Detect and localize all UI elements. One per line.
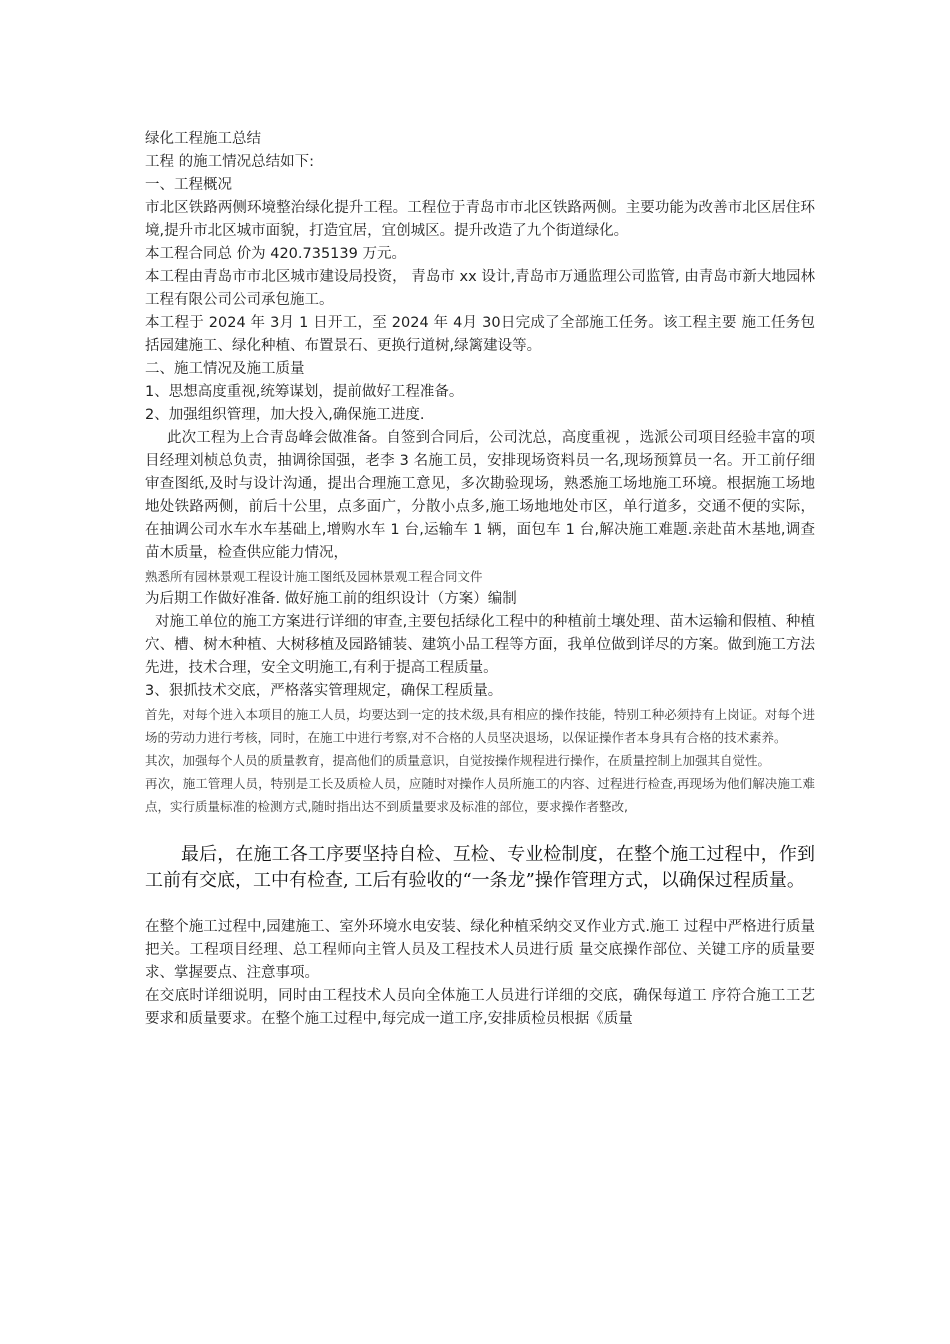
paragraph-drawings: 熟悉所有园林景观工程设计施工图纸及园林景观工程合同文件 [145, 569, 483, 584]
section-heading-construction: 二、施工情况及施工质量 [145, 361, 305, 377]
intro-line: 工程 的施工情况总结如下: [145, 154, 314, 170]
paragraph-parties: 本工程由青岛市市北区城市建设局投资， 青岛市 xx 设计,青岛市万通监理公司监管, 由青岛市新大地园林工程有限公司公司承包施工。 [145, 269, 815, 308]
subheading-3: 3、狠抓技术交底，严格落实管理规定，确保工程质量。 [145, 683, 503, 699]
subheading-1: 1、思想高度重视,统筹谋划，提前做好工程准备。 [145, 384, 464, 400]
paragraph-third: 再次，施工管理人员，特别是工长及质检人员，应随时对操作人员所施工的内容、过程进行检查,再现场为他们解决施工难点，实行质量标准的检测方式,随时指出达不到质量要求及标准的部位，要求操作者整改, [145, 776, 815, 814]
paragraph-cross-operation: 在整个施工过程中,园建施工、室外环境水电安装、绿化种植采纳交叉作业方式.施工 过程中严格进行质量把关。工程项目经理、总工程师向主管人员及工程技术人员进行质 量交底操作部位、关键工序的质量要求、掌握要点、注意事项。 [145, 919, 815, 981]
paragraph-organization-design: 为后期工作做好准备. 做好施工前的组织设计（方案）编制 [145, 591, 517, 607]
subheading-2: 2、加强组织管理，加大投入,确保施工进度. [145, 407, 425, 423]
paragraph-project-description: 市北区铁路两侧环境整治绿化提升工程。工程位于青岛市市北区铁路两侧。主要功能为改善市北区居住环境,提升市北区城市面貌，打造宜居，宜创城区。提升改造了九个街道绿化。 [145, 200, 815, 239]
section-heading-overview: 一、工程概况 [145, 177, 232, 193]
paragraph-schedule: 本工程于 2024 年 3月 1 日开工，至 2024 年 4月 30日完成了全部施工任务。该工程主要 施工任务包括园建施工、绿化种植、布置景石、更换行道树,绿篱建设等。 [145, 315, 815, 354]
paragraph-preparation: 此次工程为上合青岛峰会做准备。自签到合同后，公司沈总，高度重视 ，选派公司项目经验丰富的项目经理刘桢总负责，抽调徐国强，老李 3 名施工员，安排现场资料员一名,现场预算员一名。开工前仔细审查图纸,及时与设计沟通，提出合理施工意见，多次勘验现场，熟悉施工场地施工环境。根据施工场地地处铁路两侧，前后十公里，点多面广，分散小点多,施工场地地处市区，单行道多，交通不便的实际，在抽调公司水车水车基础上,增购水车 1 台,运输车 1 辆，面包车 1 台,解决施工难题.亲赴苗木基地,调查苗木质量，检查供应能力情况， [145, 430, 815, 561]
paragraph-first: 首先，对每个进入本项目的施工人员，均要达到一定的技术级,具有相应的操作技能，特别工种必须持有上岗证。对每个进场的劳动力进行考核，同时，在施工中进行考察,对不合格的人员坚决退场，以保证操作者本身具有合格的技术素养。 [145, 707, 815, 745]
paragraph-plan-review: 对施工单位的施工方案进行详细的审查,主要包括绿化工程中的种植前土壤处理、苗木运输和假植、种植穴、槽、树木种植、大树移植及园路铺装、建筑小品工程等方面，我单位做到详尽的方案。做到施工方法先进，技术合理，安全文明施工,有利于提高工程质量。 [145, 614, 815, 676]
paragraph-contract-price: 本工程合同总 价为 420.735139 万元。 [145, 246, 406, 262]
document-body [145, 128, 815, 1031]
document-title: 绿化工程施工总结 [145, 131, 261, 147]
paragraph-second: 其次，加强每个人员的质量教育，提高他们的质量意识，自觉按操作规程进行操作，在质量控制上加强其自觉性。 [145, 753, 771, 768]
paragraph-finally: 最后，在施工各工序要坚持自检、互检、专业检制度，在整个施工过程中，作到工前有交底，工中有检查, 工后有验收的“一条龙”操作管理方式，以确保过程质量。 [145, 844, 815, 891]
paragraph-handover: 在交底时详细说明，同时由工程技术人员向全体施工人员进行详细的交底，确保每道工 序符合施工工艺要求和质量要求。在整个施工过程中,每完成一道工序,安排质检员根据《质量 [145, 988, 815, 1027]
